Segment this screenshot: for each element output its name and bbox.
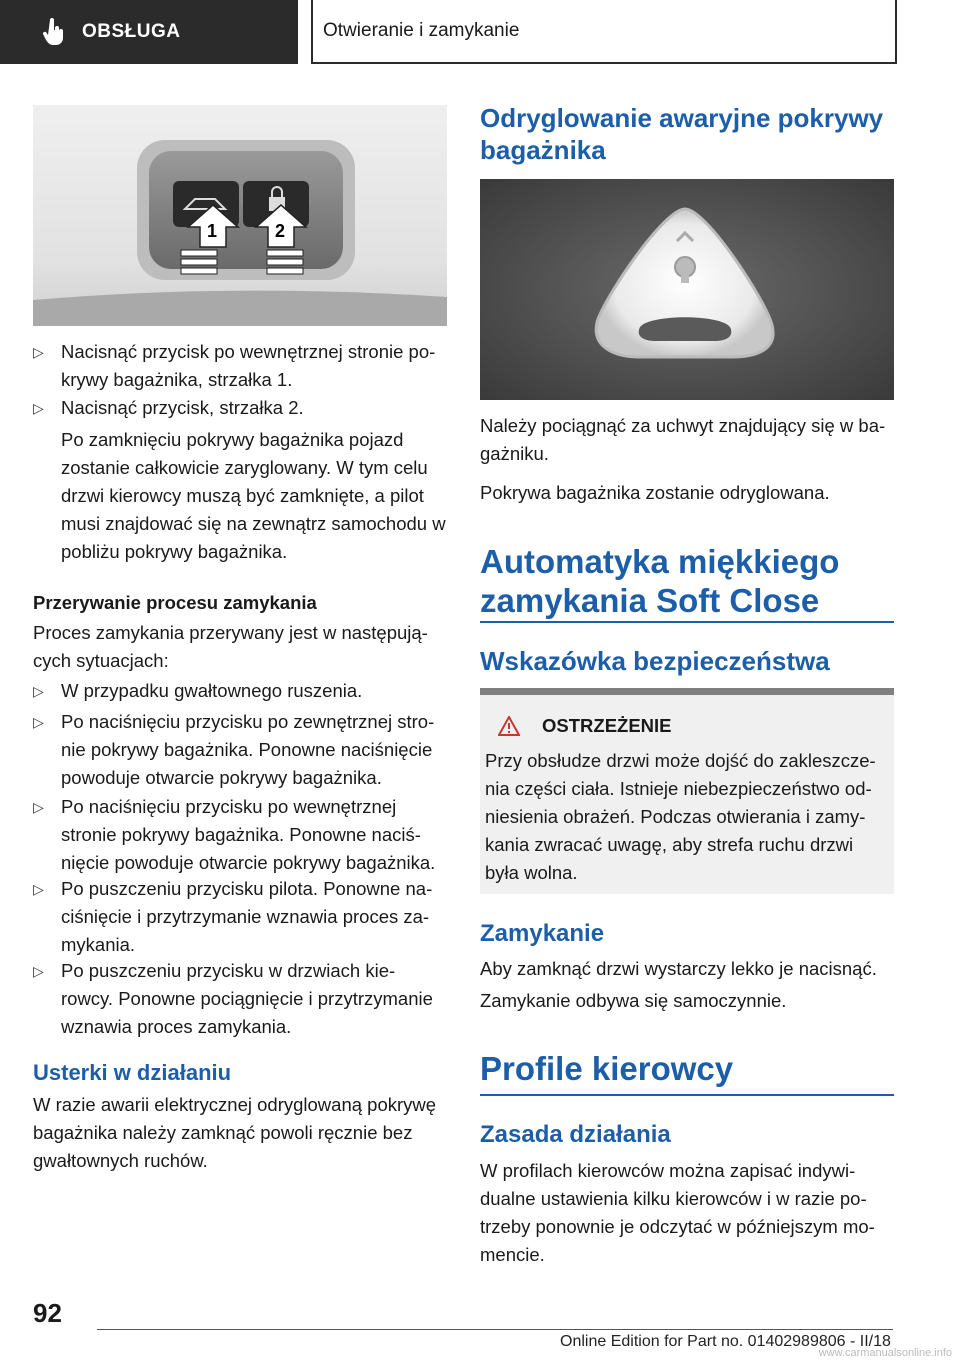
warning-box <box>480 688 894 894</box>
closing-heading: Zamykanie <box>480 920 605 947</box>
watermark: www.carmanualsonline.info <box>818 1347 952 1359</box>
chapter-title: Otwieranie i zamykanie <box>323 20 520 41</box>
page-number: 92 <box>33 1298 62 1328</box>
warning-text: Przy obsłudze drzwi może dojść do zakleszcze-nia części ciała. Istnieje niebezpieczeństwo od-niesienia obrażeń. Podczas otwierania i zamy-kania zwracać uwagę, aby strefa ruchu drzwi była wolna. <box>485 750 876 883</box>
emergency-text-1: Należy pociągnąć za uchwyt znajdujący się w ba-gażniku. <box>480 415 886 464</box>
edition-text: Online Edition for Part no. 01402989806 - II/18 <box>560 1333 891 1350</box>
list-item: ▷ Po naciśnięciu przycisku po wewnętrznej stronie pokrywy bagażnika. Ponowne naciś-nięcie powoduje otwarcie pokrywy bagażnika. <box>33 793 447 877</box>
profiles-heading: Profile kierowcy <box>480 1050 734 1087</box>
safety-heading: Wskazówka bezpieczeństwa <box>480 646 830 676</box>
warning-title: OSTRZEŻENIE <box>542 715 672 736</box>
triangle-right-icon: ▷ <box>33 714 44 730</box>
triangle-right-icon: ▷ <box>33 799 44 815</box>
arrow-2-label: 2 <box>275 221 286 241</box>
closing-text-1: Aby zamknąć drzwi wystarczy lekko je nacisnąć. <box>480 958 877 979</box>
emergency-release-photo <box>480 179 894 400</box>
faults-text: W razie awarii elektrycznej odryglowaną pokrywę bagażnika należy zamknąć powoli ręcznie bez gwałtownych ruchów. <box>33 1094 437 1171</box>
interrupt-heading: Przerywanie procesu zamykania <box>33 592 317 613</box>
warning-triangle-icon <box>498 716 520 736</box>
triangle-right-icon: ▷ <box>33 400 44 416</box>
list-item: ▷ Nacisnąć przycisk, strzałka 2. <box>33 394 447 422</box>
list-item: ▷ Po puszczeniu przycisku w drzwiach kie-rowcy. Ponowne pociągnięcie i przytrzymanie wznawia proces zamykania. <box>33 957 447 1041</box>
section-tab <box>0 0 298 64</box>
interrupt-intro: Proces zamykania przerywany jest w następują-cych sytuacjach: <box>33 622 428 671</box>
list-item: ▷ Po puszczeniu przycisku pilota. Ponowne na-ciśnięcie i przytrzymanie wznawia proces za-mykania. <box>33 875 447 959</box>
triangle-right-icon: ▷ <box>33 683 44 699</box>
list-item-continuation: Po zamknięciu pokrywy bagażnika pojazd zostanie całkowicie zaryglowany. W tym celu drzwi kierowcy muszą być zamknięte, a pilot musi znajdować się na zewnątrz samochodu w pobliżu pokrywy bagażnika. <box>61 429 446 562</box>
chapter-tab <box>311 0 897 64</box>
hand-pointer-icon <box>42 18 66 46</box>
closing-text-2: Zamykanie odbywa się samoczynnie. <box>480 990 787 1011</box>
softclose-heading: Automatyka miękkiego zamykania Soft Close <box>480 543 840 619</box>
footer-rule <box>97 1329 893 1330</box>
faults-heading: Usterki w działaniu <box>33 1060 232 1085</box>
arrow-1-label: 1 <box>207 221 218 241</box>
profiles-rule <box>480 1094 894 1096</box>
list-item: ▷ W przypadku gwałtownego ruszenia. <box>33 677 447 705</box>
list-item: ▷ Po naciśnięciu przycisku po zewnętrznej stro-nie pokrywy bagażnika. Ponowne naciśnięcie powoduje otwarcie pokrywy bagażnika. <box>33 708 447 792</box>
principle-heading: Zasada działania <box>480 1121 671 1148</box>
emergency-heading: Odryglowanie awaryjne pokrywy bagażnika <box>480 103 884 165</box>
section-rule <box>480 621 894 623</box>
triangle-right-icon: ▷ <box>33 881 44 897</box>
emergency-text-2: Pokrywa bagażnika zostanie odryglowana. <box>480 482 830 503</box>
trunk-buttons-photo <box>33 105 447 326</box>
list-item: ▷ Nacisnąć przycisk po wewnętrznej stronie po-krywy bagażnika, strzałka 1. <box>33 338 447 394</box>
triangle-right-icon: ▷ <box>33 344 44 360</box>
principle-text: W profilach kierowców można zapisać indywi-dualne ustawienia kilku kierowców i w razie po-trzeby ponownie je odczytać w późniejszym mo-mencie. <box>480 1160 875 1265</box>
section-title: OBSŁUGA <box>82 21 181 42</box>
triangle-right-icon: ▷ <box>33 963 44 979</box>
